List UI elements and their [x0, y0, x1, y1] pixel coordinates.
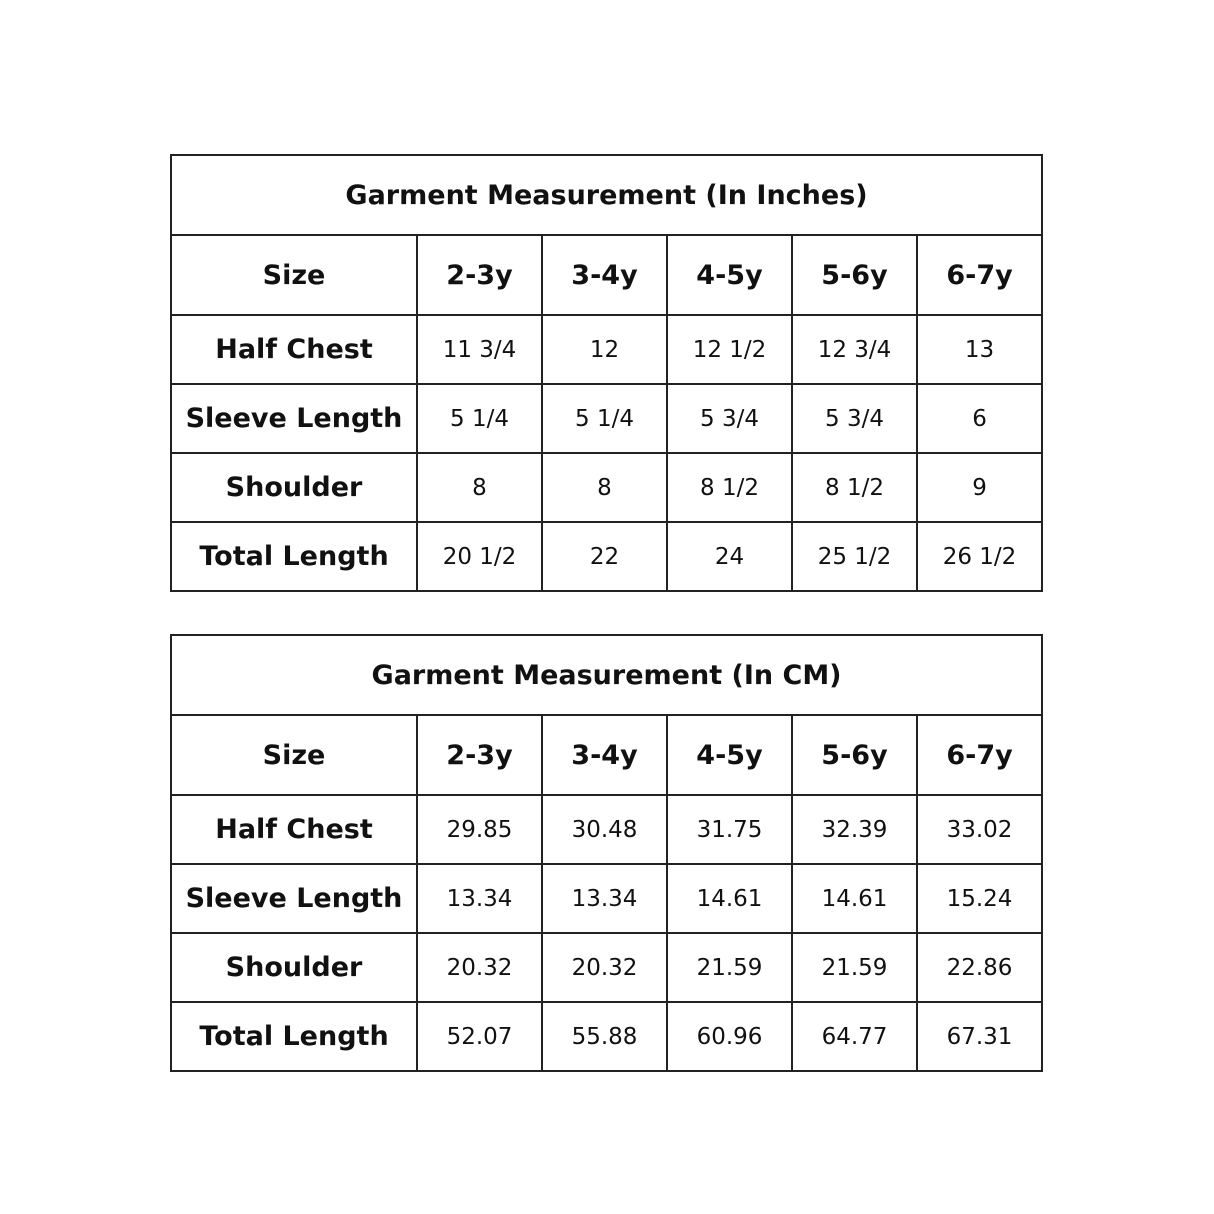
- table-cell: 22.86: [917, 933, 1042, 1002]
- table-cell: 26 1/2: [917, 522, 1042, 591]
- table-cell: 5 3/4: [792, 384, 917, 453]
- table-cell: 21.59: [667, 933, 792, 1002]
- header-cell: 3-4y: [542, 715, 667, 795]
- header-row: [171, 235, 1042, 315]
- table-cell: 55.88: [542, 1002, 667, 1071]
- table-cell: 9: [917, 453, 1042, 522]
- header-row: [171, 715, 1042, 795]
- header-cell: 2-3y: [417, 235, 542, 315]
- table-row: [171, 522, 1042, 591]
- row-label: Shoulder: [171, 453, 417, 522]
- table-row: [171, 1002, 1042, 1071]
- table-cell: 20 1/2: [417, 522, 542, 591]
- table-cell: 32.39: [792, 795, 917, 864]
- table-cell: 6: [917, 384, 1042, 453]
- table-cell: 25 1/2: [792, 522, 917, 591]
- header-cell: 4-5y: [667, 235, 792, 315]
- table-row: [171, 864, 1042, 933]
- table-row: [171, 384, 1042, 453]
- table-cell: 12 3/4: [792, 315, 917, 384]
- table-row: [171, 315, 1042, 384]
- table-cell: 15.24: [917, 864, 1042, 933]
- inches-measurement-table: [170, 154, 1043, 592]
- table-cell: 52.07: [417, 1002, 542, 1071]
- table-cell: 21.59: [792, 933, 917, 1002]
- header-cell: 5-6y: [792, 235, 917, 315]
- table-cell: 8: [417, 453, 542, 522]
- table-row: [171, 933, 1042, 1002]
- table-title: Garment Measurement (In Inches): [171, 155, 1042, 235]
- row-label: Sleeve Length: [171, 384, 417, 453]
- header-cell: 4-5y: [667, 715, 792, 795]
- table-cell: 5 1/4: [542, 384, 667, 453]
- row-label: Half Chest: [171, 315, 417, 384]
- table-cell: 67.31: [917, 1002, 1042, 1071]
- header-cell-size: Size: [171, 715, 417, 795]
- header-cell: 5-6y: [792, 715, 917, 795]
- table-cell: 29.85: [417, 795, 542, 864]
- table-cell: 60.96: [667, 1002, 792, 1071]
- header-cell: 6-7y: [917, 715, 1042, 795]
- table-cell: 13: [917, 315, 1042, 384]
- table-cell: 12 1/2: [667, 315, 792, 384]
- table-cell: 8 1/2: [792, 453, 917, 522]
- header-cell: 6-7y: [917, 235, 1042, 315]
- row-label: Total Length: [171, 1002, 417, 1071]
- header-cell: 2-3y: [417, 715, 542, 795]
- table-cell: 20.32: [542, 933, 667, 1002]
- table-cell: 8: [542, 453, 667, 522]
- table-cell: 12: [542, 315, 667, 384]
- table-cell: 20.32: [417, 933, 542, 1002]
- table-cell: 33.02: [917, 795, 1042, 864]
- table-row: [171, 795, 1042, 864]
- cm-measurement-table: [170, 634, 1043, 1072]
- table-title: Garment Measurement (In CM): [171, 635, 1042, 715]
- table-cell: 13.34: [417, 864, 542, 933]
- table-cell: 11 3/4: [417, 315, 542, 384]
- table-cell: 8 1/2: [667, 453, 792, 522]
- table-cell: 31.75: [667, 795, 792, 864]
- header-cell-size: Size: [171, 235, 417, 315]
- row-label: Total Length: [171, 522, 417, 591]
- table-cell: 14.61: [667, 864, 792, 933]
- table-cell: 22: [542, 522, 667, 591]
- header-cell: 3-4y: [542, 235, 667, 315]
- row-label: Sleeve Length: [171, 864, 417, 933]
- table-cell: 14.61: [792, 864, 917, 933]
- row-label: Half Chest: [171, 795, 417, 864]
- table-cell: 64.77: [792, 1002, 917, 1071]
- table-row: [171, 453, 1042, 522]
- table-cell: 5 1/4: [417, 384, 542, 453]
- table-cell: 30.48: [542, 795, 667, 864]
- table-cell: 13.34: [542, 864, 667, 933]
- table-cell: 5 3/4: [667, 384, 792, 453]
- row-label: Shoulder: [171, 933, 417, 1002]
- table-cell: 24: [667, 522, 792, 591]
